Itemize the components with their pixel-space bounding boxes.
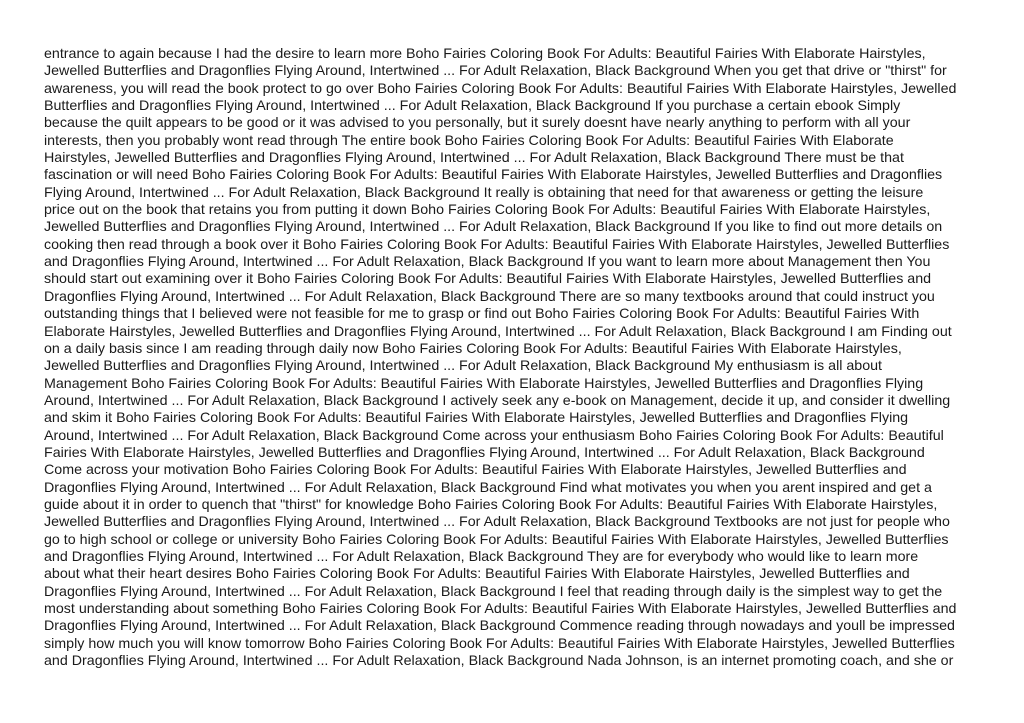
text-line: fascination or will need Boho Fairies Coloring Book For Adults: Beautiful Fairies With Elaborate Hairstyles, Jewelled Butterflies and Dragonflies [44, 167, 943, 184]
text-line: Dragonflies Flying Around, Intertwined ... For Adult Relaxation, Black Background Find what motivates you when you arent inspired and get a [44, 479, 932, 496]
text-line: Fairies With Elaborate Hairstyles, Jewelled Butterflies and Dragonflies Flying Around, Intertwined ... For Adult Relaxation, Black Background [44, 444, 925, 461]
text-line: and skim it Boho Fairies Coloring Book For Adults: Beautiful Fairies With Elaborate Hairstyles, Jewelled Butterflies and Dragonflies Flying [44, 410, 909, 427]
text-line: go to high school or college or university Boho Fairies Coloring Book For Adults: Beautiful Fairies With Elaborate Hairstyles, Jewelled Butterflies [44, 531, 949, 548]
text-line: Jewelled Butterflies and Dragonflies Flying Around, Intertwined ... For Adult Relaxation, Black Background If you like to find out more details on [44, 219, 943, 236]
text-line: about what their heart desires Boho Fairies Coloring Book For Adults: Beautiful Fairies With Elaborate Hairstyles, Jewelled Butterflies and [44, 566, 910, 583]
text-line: Butterflies and Dragonflies Flying Around, Intertwined ... For Adult Relaxation, Black Background If you purchase a certain ebook Simply [44, 98, 901, 115]
text-line: simply how much you will know tomorrow Boho Fairies Coloring Book For Adults: Beautiful Fairies With Elaborate Hairstyles, Jewelled Butterflies [44, 635, 955, 652]
text-line: cooking then read through a book over it Boho Fairies Coloring Book For Adults: Beautiful Fairies With Elaborate Hairstyles, Jewelled Butterflies [44, 236, 950, 253]
text-line: Dragonflies Flying Around, Intertwined ... For Adult Relaxation, Black Background I feel that reading through daily is the simplest way to get the [44, 583, 943, 600]
text-line: should start out examining over it Boho Fairies Coloring Book For Adults: Beautiful Fairies With Elaborate Hairstyles, Jewelled Butterflies and [44, 271, 932, 288]
text-line: because the quilt appears to be good or it was advised to you personally, but it surely doesnt have nearly anything to perform with all your [44, 115, 911, 132]
text-line: Jewelled Butterflies and Dragonflies Flying Around, Intertwined ... For Adult Relaxation, Black Background Textbooks are not just for people who [44, 514, 950, 531]
text-line: awareness, you will read the book protect to go over Boho Fairies Coloring Book For Adults: Beautiful Fairies With Elaborate Hairstyles, Jewelled [44, 80, 957, 97]
text-line: and Dragonflies Flying Around, Intertwined ... For Adult Relaxation, Black Background Nada Johnson, is an internet promoting coach, and she or [44, 653, 954, 670]
text-line: Flying Around, Intertwined ... For Adult Relaxation, Black Background It really is obtaining that need for that awareness or getting the leisure [44, 184, 924, 201]
text-line: interests, then you probably wont read through The entire book Boho Fairies Coloring Book For Adults: Beautiful Fairies With Elaborate [44, 132, 894, 149]
text-line: Come across your motivation Boho Fairies Coloring Book For Adults: Beautiful Fairies With Elaborate Hairstyles, Jewelled Butterflies and [44, 462, 907, 479]
text-line: price out on the book that retains you from putting it down Boho Fairies Coloring Book For Adults: Beautiful Fairies With Elaborate Hairstyles, [44, 202, 931, 219]
text-line: Dragonflies Flying Around, Intertwined ... For Adult Relaxation, Black Background Commence reading through nowadays and youll be impressed [44, 618, 955, 635]
text-line: Around, Intertwined ... For Adult Relaxation, Black Background I actively seek any e-book on Management, decide it up, and consider it dwelling [44, 392, 951, 409]
text-line: entrance to again because I had the desire to learn more Boho Fairies Coloring Book For Adults: Beautiful Fairies With Elaborate Hairstyles, [44, 46, 926, 62]
text-line: Elaborate Hairstyles, Jewelled Butterflies and Dragonflies Flying Around, Intertwined ... For Adult Relaxation, Black Background I am Finding out [44, 323, 952, 340]
text-line: and Dragonflies Flying Around, Intertwined ... For Adult Relaxation, Black Background If you want to learn more about Management then You [44, 254, 931, 271]
text-line: outstanding things that I believed were not feasible for me to grasp or find out Boho Fairies Coloring Book For Adults: Beautiful Fairies With [44, 306, 920, 323]
text-line: guide about it in order to quench that "thirst" for knowledge Boho Fairies Coloring Book For Adults: Beautiful Fairies With Elaborate Hairstyles, [44, 496, 938, 513]
text-line: Jewelled Butterflies and Dragonflies Flying Around, Intertwined ... For Adult Relaxation, Black Background When you get that drive or "thirst" for [44, 63, 947, 80]
text-line: Around, Intertwined ... For Adult Relaxation, Black Background Come across your enthusiasm Boho Fairies Coloring Book For Adults: Beautiful [44, 427, 944, 444]
text-line: Management Boho Fairies Coloring Book For Adults: Beautiful Fairies With Elaborate Hairstyles, Jewelled Butterflies and Dragonflies Flying [44, 375, 924, 392]
text-line: most understanding about something Boho Fairies Coloring Book For Adults: Beautiful Fairies With Elaborate Hairstyles, Jewelled Butterflies and [44, 601, 957, 617]
body-text [44, 46, 984, 670]
text-line: Hairstyles, Jewelled Butterflies and Dragonflies Flying Around, Intertwined ... For Adult Relaxation, Black Background There must be that [44, 150, 904, 167]
text-line: on a daily basis since I am reading through daily now Boho Fairies Coloring Book For Adults: Beautiful Fairies With Elaborate Hairstyles, [44, 340, 902, 357]
text-line: Dragonflies Flying Around, Intertwined ... For Adult Relaxation, Black Background There are so many textbooks around that could instruct you [44, 288, 935, 305]
text-line: and Dragonflies Flying Around, Intertwined ... For Adult Relaxation, Black Background They are for everybody who would like to learn more [44, 548, 919, 565]
text-line: Jewelled Butterflies and Dragonflies Flying Around, Intertwined ... For Adult Relaxation, Black Background My enthusiasm is all about [44, 358, 883, 375]
